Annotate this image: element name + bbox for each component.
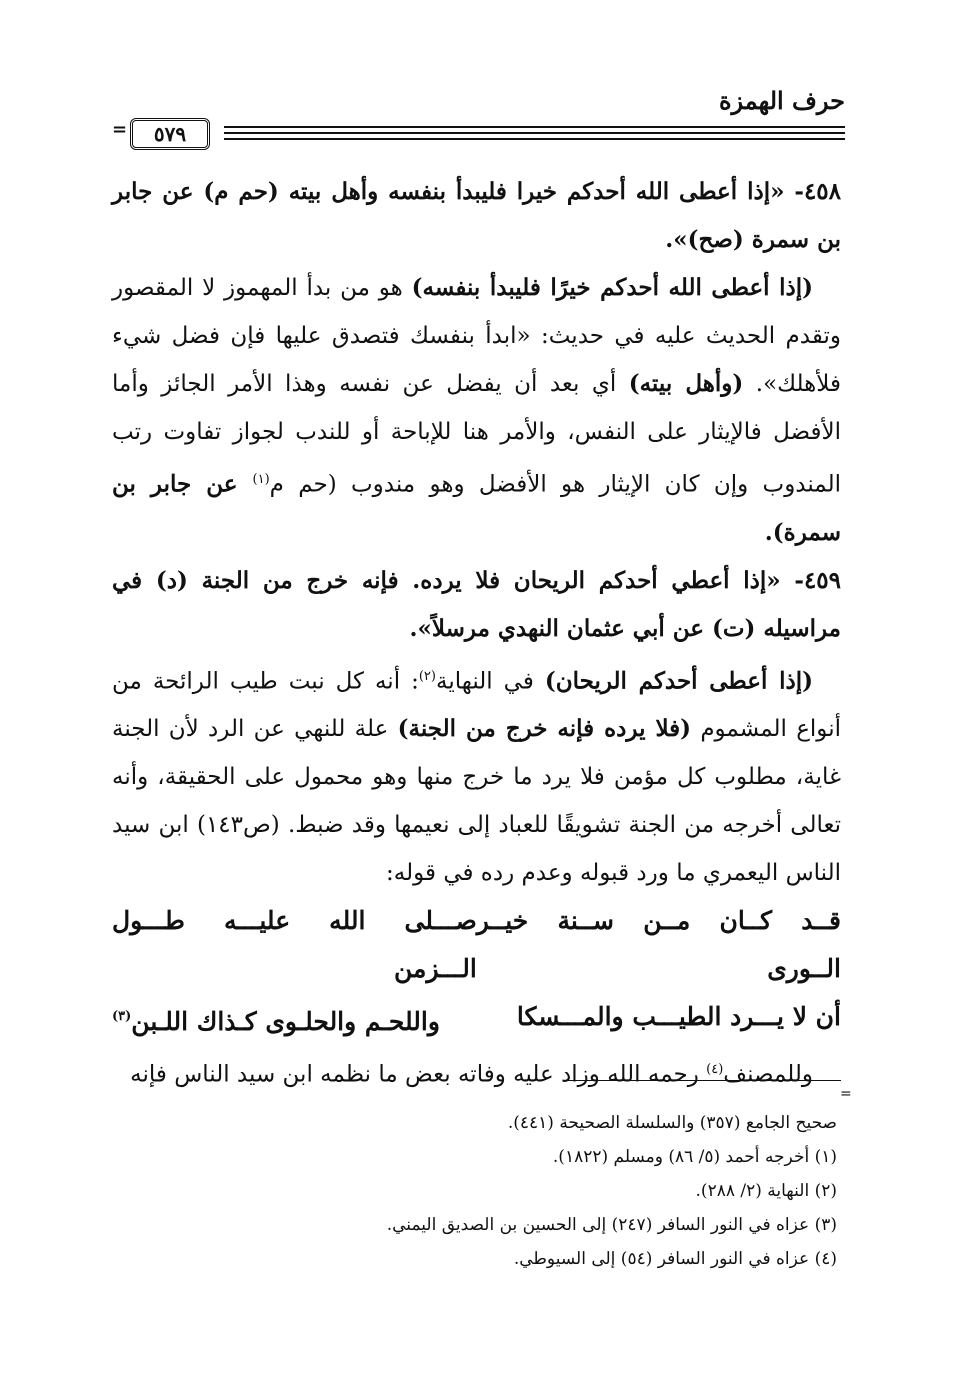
footnote-ref: (٤) bbox=[706, 1061, 724, 1077]
double-dash-mark: = bbox=[840, 1086, 852, 1102]
commentary-quote: عن جابر بن سمرة). bbox=[112, 470, 841, 546]
verse-text: واللحـم والحلـوى كـذاك اللـبن bbox=[131, 1006, 440, 1036]
footnote: (٢) النهاية (٢/ ٢٨٨). bbox=[695, 1181, 837, 1201]
commentary-text: رحمه الله وزاد عليه وفاته بعض ما نظمه ابن سيد الناس فإنه bbox=[130, 1061, 707, 1088]
commentary-quote: (إذا أعطى أحدكم الريحان) bbox=[544, 667, 814, 695]
header-rule bbox=[112, 118, 845, 148]
commentary-text: وللمصنف bbox=[723, 1061, 813, 1088]
page-number: ٥٧٩ bbox=[130, 118, 210, 150]
verse-hemistich: أن لا يـــرد الطيـــب والمـــسكا bbox=[516, 1002, 841, 1032]
commentary-text: أي بعد أن يفضل عن نفسه وهذا الأمر الجائز وأما الأفضل فالإيثار على النفس، والأمر هنا للإباحة أو للندب لجواز تفاوت رتب المندوب وإن كان الإيثار هو الأفضل وهو مندوب (حم م bbox=[112, 371, 842, 498]
verse-hemistich: صـــلى الله عليـــه طـــول الـــزمن bbox=[112, 906, 477, 984]
commentary-quote: (إذا أعطى الله أحدكم خيرًا فليبدأ بنفسه) bbox=[411, 274, 813, 301]
rule-line bbox=[224, 132, 845, 134]
commentary-text: : أنه كل نبت طيب الرائحة من أنواع المشموم bbox=[112, 668, 841, 743]
footnote-ref: (٢) bbox=[418, 668, 436, 684]
verse-line-2 bbox=[112, 993, 841, 1045]
footnote: (٤) عزاه في النور السافر (٥٤) إلى السيوطي. bbox=[513, 1249, 837, 1269]
main-text bbox=[112, 168, 841, 1098]
footnote: (١) أخرجه أحمد (٥/ ٨٦) ومسلم (١٨٢٢). bbox=[552, 1147, 837, 1167]
verse-line-1 bbox=[112, 897, 841, 993]
rule-line bbox=[224, 126, 845, 128]
footnote: صحيح الجامع (٣٥٧) والسلسلة الصحيحة (٤٤١). bbox=[507, 1113, 837, 1133]
footnote: (٣) عزاه في النور السافر (٢٤٧) إلى الحسين بن الصديق اليمني. bbox=[386, 1215, 837, 1235]
hadith-458: ٤٥٨- «إذا أعطى الله أحدكم خيرا فليبدأ بنفسه وأهل بيته (حم م) عن جابر بن سمرة (صح)». bbox=[112, 178, 841, 253]
footnotes bbox=[112, 1106, 841, 1276]
footnote-separator bbox=[567, 1080, 841, 1081]
double-dash-mark: = bbox=[112, 119, 128, 140]
commentary-quote: (فلا يرده فإنه خرج من الجنة) bbox=[397, 715, 692, 743]
commentary-text: هو من بدأ المهموز لا المقصور وتقدم الحديث عليه في حديث: «ابدأ بنفسك فتصدق عليها فإن فضل شيء فلأهلك». bbox=[112, 275, 841, 397]
commentary-text: علة للنهي عن الرد لأن الجنة غاية، مطلوب كل مؤمن فلا يرد ما خرج منها وهو محمول على الحقيقة، وأنه تعالى أخرجه من الجنة تشويقًا للعباد إلى نعيمها وقد ضبط. (ص١٤٣) ابن سيد الناس اليعمري ما ورد قبوله وعدم رده في قوله: bbox=[112, 716, 841, 887]
verse-hemistich bbox=[112, 993, 440, 1045]
footnote-ref: (١) bbox=[252, 472, 270, 487]
footnote-ref: (٣) bbox=[112, 1009, 132, 1025]
chapter-title: حرف الهمزة bbox=[718, 86, 845, 115]
rule-line bbox=[224, 138, 845, 140]
commentary-quote: (وأهل بيته) bbox=[628, 370, 744, 397]
commentary-text: في النهاية bbox=[435, 668, 545, 695]
commentary-459 bbox=[112, 653, 841, 898]
commentary-continued bbox=[112, 1046, 841, 1099]
hadith-459: ٤٥٩- «إذا أعطي أحدكم الريحان فلا يرده. فإنه خرج من الجنة (د) في مراسيله (ت) عن أبي عثمان النهدي مرسلاً». bbox=[112, 566, 841, 642]
verse-hemistich: قــد كــان مــن ســنة خيــر الــورى bbox=[476, 906, 841, 984]
commentary-458 bbox=[112, 264, 841, 557]
